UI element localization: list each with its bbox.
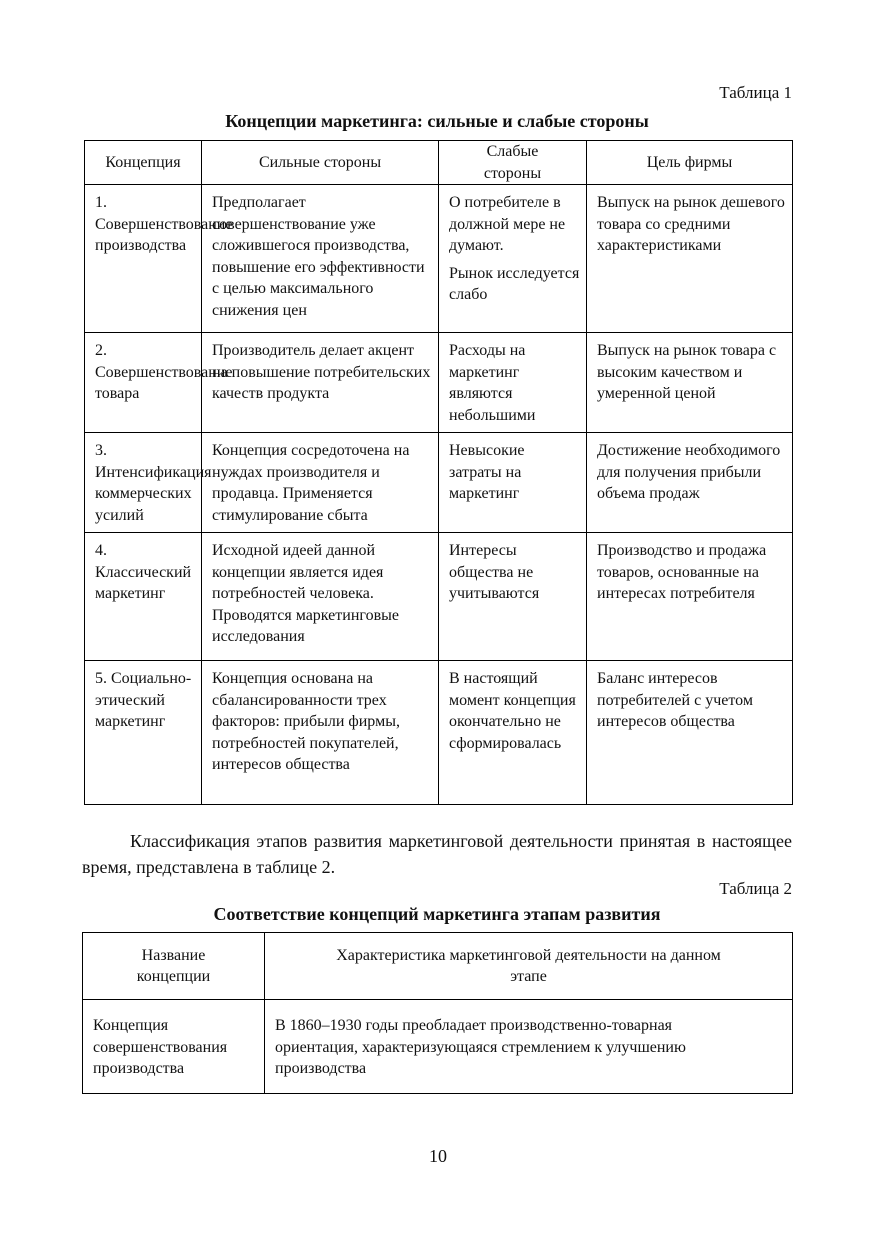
header-concept: Концепция (85, 141, 202, 185)
row4-weaknesses: Интересы общества не учитываются (439, 533, 587, 661)
table-header-row (83, 933, 793, 1000)
row2-weaknesses: Расходы на маркетинг являются небольшими (439, 333, 587, 433)
row3-weaknesses: Невысокие затраты на маркетинг (439, 433, 587, 533)
header-weaknesses: Слабые стороны (439, 141, 587, 185)
row1-strengths: Предполагает совершенствование уже сложившегося производства, повышение его эффективности с целью максимального снижения цен (202, 185, 439, 333)
table-row (85, 661, 793, 805)
row3-strengths: Концепция сосредоточена на нуждах производителя и продавца. Применяется стимулирование сбыта (202, 433, 439, 533)
body-paragraph-text: Классификация этапов развития маркетинговой деятельности принятая в настоящее время, представлена в таблице 2. (82, 831, 792, 877)
row1-goal: Выпуск на рынок дешевого товара со средними характеристиками (587, 185, 793, 333)
stage-name: Концепция совершенствования производства (83, 1000, 265, 1094)
table-row (85, 333, 793, 433)
table1-label: Таблица 1 (719, 83, 792, 102)
row5-weaknesses: В настоящий момент концепция окончательно не сформировалась (439, 661, 587, 805)
table-row (85, 533, 793, 661)
row3-concept: 3. Интенсификация коммерческих усилий (85, 433, 202, 533)
row4-concept: 4. Классический маркетинг (85, 533, 202, 661)
page-number: 10 (429, 1146, 447, 1166)
table2-title: Соответствие концепций маркетинга этапам развития (213, 904, 661, 924)
row1-weaknesses-p1: О потребителе в должной мере не думают. (449, 194, 566, 254)
table-row (85, 433, 793, 533)
row1-weaknesses-p2: Рынок исследуется слабо (449, 264, 580, 303)
table1-title: Концепции маркетинга: сильные и слабые стороны (225, 111, 649, 131)
row1-concept: 1. Совершенствование производства (85, 185, 202, 333)
row5-goal: Баланс интересов потребителей с учетом интересов общества (587, 661, 793, 805)
row1-weaknesses (439, 185, 587, 333)
stage-description: В 1860–1930 годы преобладает производственно-товарная ориентация, характеризующаяся стремлением к улучшению производства (265, 1000, 793, 1094)
header-goal: Цель фирмы (587, 141, 793, 185)
row4-strengths: Исходной идеей данной концепции является идея потребностей человека. Проводятся маркетинговые исследования (202, 533, 439, 661)
body-paragraph (82, 828, 792, 880)
table2-label: Таблица 2 (719, 879, 792, 898)
table-header-row (85, 141, 793, 185)
header-concept-name: Название концепции (83, 933, 265, 1000)
header-characteristics: Характеристика маркетинговой деятельности на данном этапе (265, 933, 793, 1000)
table-row (83, 1000, 793, 1094)
row2-concept: 2. Совершенствование товара (85, 333, 202, 433)
table-row (85, 185, 793, 333)
concepts-table (84, 140, 793, 805)
row5-concept: 5. Социально-этический маркетинг (85, 661, 202, 805)
stages-table (82, 932, 793, 1094)
row3-goal: Достижение необходимого для получения прибыли объема продаж (587, 433, 793, 533)
row2-goal: Выпуск на рынок товара с высоким качеством и умеренной ценой (587, 333, 793, 433)
row4-goal: Производство и продажа товаров, основанные на интересах потребителя (587, 533, 793, 661)
header-strengths: Сильные стороны (202, 141, 439, 185)
row5-strengths: Концепция основана на сбалансированности трех факторов: прибыли фирмы, потребностей покупателей, интересов общества (202, 661, 439, 805)
row2-strengths: Производитель делает акцент на повышение потребительских качеств продукта (202, 333, 439, 433)
